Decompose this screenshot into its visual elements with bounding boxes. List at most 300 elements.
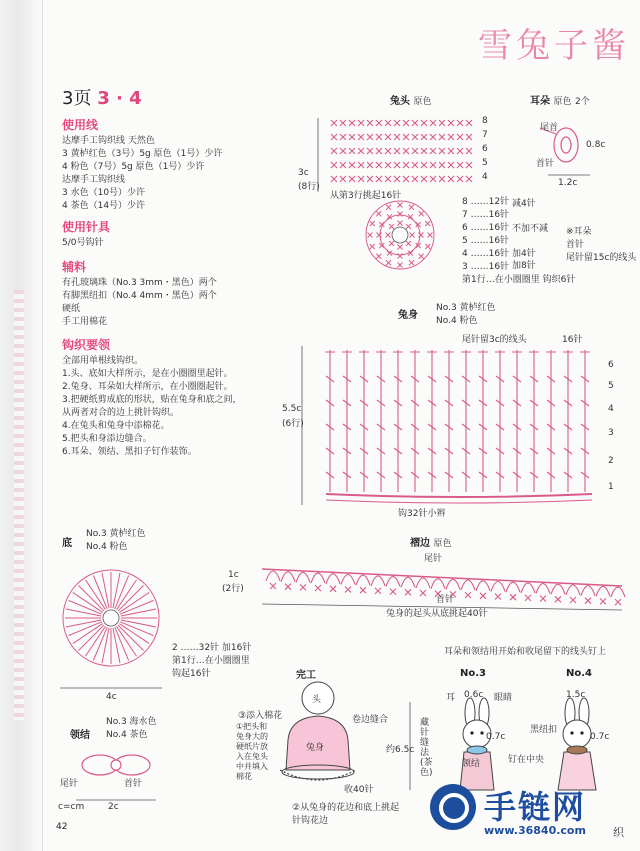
stitch-column bbox=[376, 350, 386, 492]
no4-size2: 0.7c bbox=[590, 732, 610, 742]
stitch-mark bbox=[430, 120, 436, 126]
frill-scallop bbox=[416, 578, 430, 588]
method-line: 从两者对合的边上挑针钩织。 bbox=[62, 408, 180, 418]
method-line: 2.兔身、耳朵如大样所示，在小圈圈起针。 bbox=[62, 382, 233, 392]
stitch-mark bbox=[385, 148, 391, 154]
logo-name: 手链网 bbox=[484, 788, 587, 826]
bow-color-line: No.4 茶色 bbox=[106, 730, 148, 740]
stitch-mark bbox=[457, 162, 463, 168]
no3-eye: 眼睛 bbox=[494, 693, 513, 703]
frill-scallop bbox=[311, 573, 325, 583]
ear-tail: 尾首 bbox=[540, 123, 559, 133]
materials-line: 硬纸 bbox=[62, 304, 81, 314]
stitch-mark bbox=[367, 162, 373, 168]
pattern-numbers: 3 · 4 bbox=[97, 88, 142, 109]
stitch-mark bbox=[370, 244, 375, 249]
stitch-mark bbox=[394, 134, 400, 140]
stitch-spoke bbox=[85, 626, 105, 656]
no4-size1: 1.5c bbox=[566, 690, 586, 700]
frill-head: 首针 bbox=[436, 595, 455, 605]
stitch-spoke bbox=[119, 624, 149, 644]
stitch-mark bbox=[331, 148, 337, 154]
stitch-spoke bbox=[120, 600, 153, 614]
stitch-mark bbox=[457, 148, 463, 154]
body-row-count: (6行) bbox=[282, 419, 304, 429]
head-table-row: 8 ……12针 bbox=[462, 197, 510, 207]
stitch-mark bbox=[398, 203, 403, 208]
stitch-spoke bbox=[73, 592, 103, 612]
body-row-6: 6 bbox=[608, 360, 614, 370]
stitch-spoke bbox=[69, 600, 102, 614]
frill-scallop bbox=[281, 572, 295, 582]
head-table-row: 5 ……16针 bbox=[462, 236, 510, 246]
base-colors bbox=[86, 528, 146, 554]
page-label: 3页 bbox=[62, 88, 92, 109]
finish-step-1: ①把头和兔身大的硬纸片放入在兔头中并填入棉花 bbox=[236, 722, 268, 781]
stitch-mark bbox=[358, 134, 364, 140]
frill-scallop bbox=[296, 572, 310, 582]
head-stitch-table bbox=[462, 196, 575, 287]
base-width: 4c bbox=[106, 692, 117, 702]
stitch-mark bbox=[331, 134, 337, 140]
stitch-column bbox=[461, 350, 471, 492]
stitch-column bbox=[427, 350, 437, 492]
ear-title-text: 耳朵 bbox=[530, 96, 550, 107]
stitch-mark bbox=[385, 134, 391, 140]
stitch-mark bbox=[376, 254, 381, 259]
yarn-line: 3 黄栌红色（3号）5g 原色（1号）少许 bbox=[62, 149, 223, 159]
stitch-mark bbox=[540, 596, 546, 602]
stitch-mark bbox=[412, 176, 418, 182]
stitch-spoke bbox=[78, 625, 103, 650]
base-info-line: 第1行…在小圈圈里 bbox=[172, 656, 250, 666]
frill-scallop bbox=[521, 583, 535, 593]
head-row-5: 5 bbox=[482, 158, 488, 168]
stitch-mark bbox=[405, 589, 411, 595]
frill-scallop bbox=[326, 574, 340, 584]
stitch-mark bbox=[331, 162, 337, 168]
stitch-mark bbox=[349, 162, 355, 168]
bow-head: 首针 bbox=[124, 779, 143, 789]
yarn-title: 使用线 bbox=[62, 118, 99, 132]
frill-scallop bbox=[581, 586, 595, 596]
ear-width: 0.8c bbox=[586, 140, 606, 150]
attach-note: 耳朵和领结用开始和收尾留下的线头钉上 bbox=[444, 647, 607, 657]
stitch-mark bbox=[394, 148, 400, 154]
head-row-7: 7 bbox=[482, 130, 488, 140]
stitch-mark bbox=[340, 134, 346, 140]
no4-center: 钉在中央 bbox=[508, 755, 545, 765]
stitch-mark bbox=[394, 120, 400, 126]
stitch-column bbox=[359, 350, 369, 492]
stitch-spoke bbox=[93, 627, 107, 660]
head-table-row: 7 ……16针 bbox=[462, 210, 510, 220]
frill-scallop bbox=[461, 580, 475, 590]
stitch-mark bbox=[376, 120, 382, 126]
stitch-mark bbox=[300, 584, 306, 590]
stitch-mark bbox=[615, 599, 621, 605]
stitch-mark bbox=[376, 134, 382, 140]
stitch-mark bbox=[340, 162, 346, 168]
stitch-mark bbox=[465, 592, 471, 598]
no4-title: No.4 bbox=[566, 668, 592, 679]
stitch-mark bbox=[421, 134, 427, 140]
ear-note-line: 首针 bbox=[566, 240, 585, 250]
stitch-mark bbox=[555, 596, 561, 602]
site-logo bbox=[422, 776, 632, 842]
base-info-line: 2 ……32针 加16针 bbox=[172, 643, 252, 653]
stitch-spoke bbox=[115, 576, 129, 609]
frill-scallop bbox=[401, 577, 415, 587]
stitch-column bbox=[342, 350, 352, 492]
stitch-mark bbox=[349, 176, 355, 182]
stitch-column bbox=[325, 350, 335, 492]
head-table-row: 6 ……16针 bbox=[462, 223, 510, 233]
stitch-mark bbox=[448, 162, 454, 168]
stitch-spoke bbox=[102, 573, 109, 608]
head-title bbox=[390, 92, 432, 107]
stitch-mark bbox=[406, 241, 411, 246]
stitch-mark bbox=[349, 120, 355, 126]
stitch-mark bbox=[448, 148, 454, 154]
stitch-column bbox=[444, 350, 454, 492]
stitch-spoke bbox=[117, 626, 137, 656]
head-round-diagram bbox=[366, 201, 434, 269]
body-row-5: 5 bbox=[608, 381, 614, 391]
frill-title bbox=[410, 534, 452, 549]
stitch-column bbox=[410, 350, 420, 492]
ear-head: 首针 bbox=[536, 159, 555, 169]
stitch-mark bbox=[480, 593, 486, 599]
stitch-mark bbox=[439, 148, 445, 154]
finish-sew-label: 卷边缝合 bbox=[352, 715, 389, 725]
stitch-mark bbox=[570, 597, 576, 603]
yarn-line: 达摩手工钩织线 天然色 bbox=[62, 136, 155, 146]
body-diagram bbox=[302, 346, 592, 505]
stitch-mark bbox=[358, 176, 364, 182]
stitch-mark bbox=[270, 583, 276, 589]
stitch-mark bbox=[370, 221, 375, 226]
stitch-mark bbox=[421, 148, 427, 154]
stitch-mark bbox=[385, 162, 391, 168]
ear-title bbox=[530, 92, 590, 107]
stitch-mark bbox=[385, 120, 391, 126]
frill-scallop bbox=[446, 579, 460, 589]
yarn-line: 4 茶色（14号）少许 bbox=[62, 201, 146, 211]
finish-step-2: ②从兔身的花边和底上挑起针钩花边 bbox=[292, 803, 400, 826]
stitch-mark bbox=[390, 589, 396, 595]
stitch-column bbox=[512, 350, 522, 492]
stitch-column bbox=[393, 350, 403, 492]
logo-url: www.36840.com bbox=[484, 824, 586, 837]
stitch-mark bbox=[367, 148, 373, 154]
frill-color: 原色 bbox=[433, 539, 452, 549]
stitch-spoke bbox=[78, 585, 103, 610]
stitch-mark bbox=[585, 598, 591, 604]
stitch-mark bbox=[439, 162, 445, 168]
stitch-mark bbox=[412, 120, 418, 126]
stitch-mark bbox=[398, 212, 403, 217]
stitch-mark bbox=[430, 134, 436, 140]
stitch-mark bbox=[466, 148, 472, 154]
bow-tail: 尾针 bbox=[60, 779, 79, 789]
stitch-mark bbox=[439, 176, 445, 182]
head-note-inc4: 加4针 bbox=[512, 249, 536, 259]
finish-collect-label: 收40针 bbox=[344, 785, 374, 795]
no3-size2: 0.7c bbox=[486, 732, 506, 742]
logo-tail: 织 bbox=[613, 826, 624, 839]
stitch-spoke bbox=[117, 580, 137, 610]
stitch-spoke bbox=[118, 585, 143, 610]
stitch-mark bbox=[367, 176, 373, 182]
stitch-mark bbox=[398, 245, 403, 250]
stitch-spoke bbox=[118, 625, 143, 650]
stitch-column bbox=[495, 350, 505, 492]
stitch-mark bbox=[368, 233, 373, 238]
frill-scallop bbox=[536, 584, 550, 594]
stitch-mark bbox=[358, 162, 364, 168]
stitch-spoke bbox=[73, 624, 103, 644]
frill-note: 兔身的起头从底挑起40针 bbox=[386, 609, 488, 619]
head-table-row: 4 ……16针 bbox=[462, 249, 510, 259]
stitch-mark bbox=[439, 134, 445, 140]
finish-step-3: ③添入棉花 bbox=[238, 711, 283, 721]
stitch-mark bbox=[360, 587, 366, 593]
bow-width: 2c bbox=[108, 802, 119, 812]
stitch-spoke bbox=[113, 573, 120, 608]
stitch-mark bbox=[403, 134, 409, 140]
head-row-count: (8行) bbox=[298, 182, 320, 192]
frill-scallop bbox=[356, 575, 370, 585]
stitch-mark bbox=[376, 148, 382, 154]
stitch-mark bbox=[345, 587, 351, 593]
stitch-mark bbox=[525, 595, 531, 601]
frill-scallop bbox=[566, 585, 580, 595]
stitch-mark bbox=[495, 594, 501, 600]
stitch-mark bbox=[367, 134, 373, 140]
bow-title: 领结 bbox=[70, 730, 90, 741]
stitch-mark bbox=[386, 205, 391, 210]
unit-formula: c=cm bbox=[58, 802, 85, 812]
head-row-8: 8 bbox=[482, 116, 488, 126]
stitch-mark bbox=[419, 233, 424, 238]
head-note-inc8: 加8针 bbox=[512, 261, 536, 271]
body-colors bbox=[436, 302, 496, 328]
stitch-mark bbox=[430, 176, 436, 182]
method-line: 4.在兔头和兔身中添棉花。 bbox=[62, 421, 170, 431]
stitch-mark bbox=[349, 148, 355, 154]
stitch-mark bbox=[430, 148, 436, 154]
stitch-mark bbox=[376, 162, 382, 168]
stitch-mark bbox=[439, 120, 445, 126]
needle-title: 使用针具 bbox=[62, 220, 111, 234]
stitch-mark bbox=[419, 254, 424, 259]
body-color-line: No.3 黄栌红色 bbox=[436, 303, 496, 313]
head-note-decrease: 减4针 bbox=[512, 199, 536, 209]
stitch-mark bbox=[600, 598, 606, 604]
body-row-1: 1 bbox=[608, 482, 614, 492]
finish-head-label: 头 bbox=[312, 695, 322, 705]
yarn-line: 3 水色（10号）少许 bbox=[62, 188, 146, 198]
stitch-spoke bbox=[85, 580, 105, 610]
stitch-mark bbox=[340, 176, 346, 182]
method-line: 5.把头和身添边缝合。 bbox=[62, 434, 152, 444]
ear-count: 2个 bbox=[574, 97, 590, 107]
stitch-mark bbox=[419, 211, 424, 216]
head-table-row: 3 ……16针 bbox=[462, 262, 510, 272]
finish-title: 完工 bbox=[296, 670, 316, 681]
materials-line: 手工用棉花 bbox=[62, 317, 108, 327]
frill-title-text: 褶边 bbox=[410, 538, 430, 549]
stitch-mark bbox=[386, 260, 391, 265]
head-title-text: 兔头 bbox=[390, 96, 410, 107]
stitch-mark bbox=[430, 162, 436, 168]
frill-scallop bbox=[431, 579, 445, 589]
stitch-spoke bbox=[66, 620, 101, 627]
body-title: 兔身 bbox=[398, 310, 418, 321]
body-stitch-count: 16针 bbox=[562, 335, 583, 345]
needle-line: 5/0号钩针 bbox=[62, 238, 104, 248]
stitch-mark bbox=[330, 586, 336, 592]
stitch-mark bbox=[367, 120, 373, 126]
bow-diagram bbox=[76, 755, 156, 800]
page-number: 42 bbox=[56, 822, 68, 832]
stitch-spoke bbox=[66, 609, 101, 616]
head-stitch-rows bbox=[331, 120, 472, 182]
stitch-mark bbox=[403, 120, 409, 126]
frill-scallop bbox=[491, 582, 505, 592]
method-line: 3.把硬纸剪成底的形状，贴在兔身和底之间， bbox=[62, 395, 242, 405]
base-color-line: No.4 粉色 bbox=[86, 542, 128, 552]
head-table-start: 第1行…在小圈圈里 钩织6针 bbox=[462, 275, 576, 285]
stitch-mark bbox=[457, 176, 463, 182]
frill-scallop bbox=[266, 571, 280, 581]
stitch-mark bbox=[420, 590, 426, 596]
body-row-3: 3 bbox=[608, 428, 614, 438]
stitch-mark bbox=[412, 162, 418, 168]
stitch-mark bbox=[331, 120, 337, 126]
stitch-column bbox=[546, 350, 556, 492]
bow-color-line: No.3 海水色 bbox=[106, 717, 157, 727]
stitch-mark bbox=[466, 176, 472, 182]
base-title: 底 bbox=[62, 538, 72, 549]
head-note-even: 不加不减 bbox=[512, 224, 549, 234]
stitch-mark bbox=[409, 205, 414, 210]
stitch-mark bbox=[349, 134, 355, 140]
stitch-mark bbox=[457, 134, 463, 140]
finish-body-label: 兔身 bbox=[306, 743, 325, 753]
stitch-mark bbox=[406, 224, 411, 229]
stitch-mark bbox=[425, 244, 430, 249]
stitch-mark bbox=[466, 162, 472, 168]
stitch-mark bbox=[386, 233, 391, 238]
stitch-column bbox=[529, 350, 539, 492]
stitch-mark bbox=[448, 176, 454, 182]
frill-scallop bbox=[551, 584, 565, 594]
no4-total: 约6.5c bbox=[386, 745, 415, 755]
base-info bbox=[172, 642, 251, 681]
stitch-mark bbox=[376, 176, 382, 182]
yarn-line: 4 粉色（7号）5g 原色（1号）少许 bbox=[62, 162, 205, 172]
head-size: 3c bbox=[298, 168, 309, 178]
stitch-column bbox=[563, 350, 573, 492]
head-row-4: 4 bbox=[482, 172, 488, 182]
stitch-mark bbox=[389, 241, 394, 246]
stitch-mark bbox=[358, 120, 364, 126]
stitch-mark bbox=[421, 120, 427, 126]
stitch-spoke bbox=[115, 627, 129, 660]
stitch-spoke bbox=[102, 628, 109, 663]
stitch-mark bbox=[358, 148, 364, 154]
ear-color: 原色 bbox=[553, 97, 572, 107]
head-color: 原色 bbox=[413, 97, 432, 107]
method-line: 1.头、底如大样所示，是在小圈圈里起针。 bbox=[62, 369, 233, 379]
stitch-mark bbox=[389, 224, 394, 229]
stitch-mark bbox=[466, 134, 472, 140]
frill-scallop bbox=[506, 582, 520, 592]
frill-scallop bbox=[371, 576, 385, 586]
chain-icon bbox=[430, 784, 476, 830]
stitch-mark bbox=[385, 176, 391, 182]
frill-scallop bbox=[596, 586, 610, 596]
stitch-mark bbox=[412, 134, 418, 140]
stitch-mark bbox=[448, 120, 454, 126]
head-start-note: 从第3行挑起16针 bbox=[330, 191, 402, 201]
stitch-mark bbox=[409, 260, 414, 265]
no4-button: 黑纽扣 bbox=[530, 725, 558, 735]
frill-tail: 尾针 bbox=[424, 554, 443, 564]
materials-title: 辅料 bbox=[62, 260, 87, 274]
stitch-mark bbox=[403, 162, 409, 168]
stitch-mark bbox=[403, 176, 409, 182]
stitch-mark bbox=[285, 584, 291, 590]
stitch-mark bbox=[421, 176, 427, 182]
method-line: 全部用单根线钩织。 bbox=[62, 356, 144, 366]
stitch-mark bbox=[428, 233, 433, 238]
no3-ear: 耳 bbox=[446, 693, 456, 703]
body-size: 5.5c bbox=[282, 404, 302, 414]
frill-size: 1c bbox=[228, 570, 239, 580]
base-info-line: 钩起16针 bbox=[172, 669, 211, 679]
stitch-mark bbox=[466, 120, 472, 126]
method-line: 6.耳朵、领结、黑扣子钉作装饰。 bbox=[62, 447, 197, 457]
stitch-mark bbox=[425, 221, 430, 226]
stitch-spoke bbox=[121, 609, 156, 616]
stitch-mark bbox=[412, 148, 418, 154]
stitch-spoke bbox=[93, 576, 107, 609]
watermark: 雪兔子酱 bbox=[478, 26, 630, 66]
stitch-mark bbox=[377, 233, 382, 238]
bow-colors bbox=[106, 716, 157, 742]
body-row-2: 2 bbox=[608, 456, 614, 466]
stitch-mark bbox=[331, 176, 337, 182]
stitch-mark bbox=[394, 162, 400, 168]
body-tail-note: 尾针留3c的线头 bbox=[462, 335, 527, 345]
ear-note-line: ※耳朵 bbox=[566, 227, 592, 237]
no3-bow: 领结 bbox=[462, 759, 481, 769]
body-foot-note: 钩32针小辫 bbox=[398, 509, 446, 519]
stitch-mark bbox=[448, 134, 454, 140]
stitch-mark bbox=[457, 120, 463, 126]
ear-attach-note bbox=[566, 226, 636, 265]
stitch-mark bbox=[398, 263, 403, 268]
materials-line: 有孔玻璃珠（No.3 3mm・黑色）两个 bbox=[62, 278, 217, 288]
method-title: 钩织要领 bbox=[62, 338, 111, 352]
stitch-mark bbox=[315, 585, 321, 591]
stitch-column bbox=[580, 350, 590, 492]
stitch-mark bbox=[403, 148, 409, 154]
ear-note-line: 尾针留15c的线头 bbox=[566, 253, 637, 263]
